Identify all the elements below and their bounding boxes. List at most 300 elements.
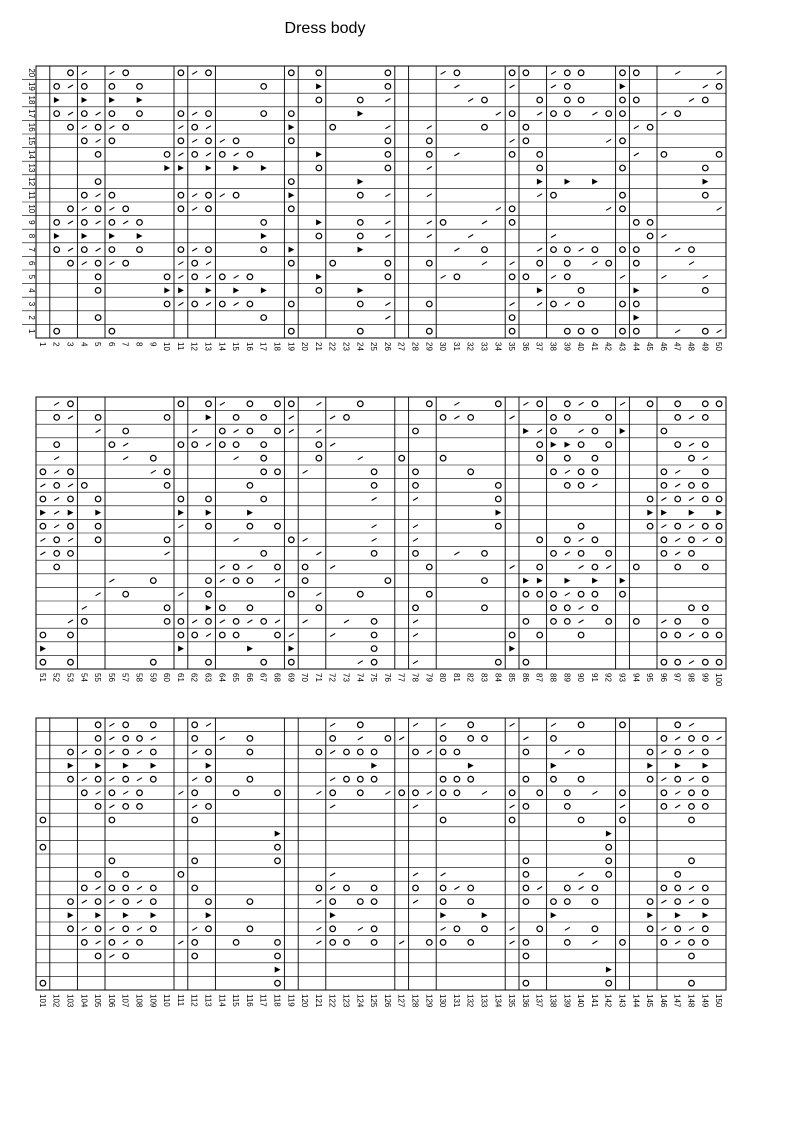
yarn-over-symbol <box>206 659 212 665</box>
decrease-symbol <box>510 566 515 569</box>
column-label: 40 <box>576 342 586 351</box>
yarn-over-symbol <box>178 619 184 625</box>
decrease-symbol <box>82 927 87 930</box>
yarn-over-symbol <box>68 401 74 407</box>
column-label: 34 <box>493 342 503 351</box>
yarn-over-symbol <box>289 537 295 543</box>
yarn-over-symbol <box>192 124 198 130</box>
yarn-over-symbol <box>358 749 364 755</box>
column-label: 67 <box>258 673 268 682</box>
yarn-over-symbol <box>137 220 143 226</box>
yarn-over-symbol <box>634 220 640 226</box>
column-label: 110 <box>162 994 172 1007</box>
double-decrease-symbol <box>606 831 612 837</box>
decrease-symbol <box>413 661 418 664</box>
column-label: 73 <box>341 673 351 682</box>
yarn-over-symbol <box>109 442 115 448</box>
yarn-over-symbol <box>289 301 295 307</box>
yarn-over-symbol <box>440 415 446 421</box>
double-decrease-symbol <box>675 763 681 769</box>
decrease-symbol <box>399 941 404 944</box>
decrease-symbol <box>330 873 335 876</box>
yarn-over-symbol <box>54 442 60 448</box>
yarn-over-symbol <box>578 483 584 489</box>
yarn-over-symbol <box>330 899 336 905</box>
yarn-over-symbol <box>565 483 571 489</box>
double-decrease-symbol <box>233 165 239 171</box>
column-label: 80 <box>438 673 448 682</box>
double-decrease-symbol <box>95 912 101 918</box>
yarn-over-symbol <box>358 401 364 407</box>
yarn-over-symbol <box>95 776 101 782</box>
column-label: 37 <box>534 342 544 351</box>
yarn-over-symbol <box>578 288 584 294</box>
yarn-over-symbol <box>537 165 543 171</box>
yarn-over-symbol <box>178 138 184 144</box>
yarn-over-symbol <box>468 899 474 905</box>
column-label: 89 <box>562 673 572 682</box>
decrease-symbol <box>592 262 597 265</box>
double-decrease-symbol <box>496 510 502 516</box>
decrease-symbol <box>165 552 170 555</box>
column-label: 63 <box>203 673 213 682</box>
yarn-over-symbol <box>703 523 709 529</box>
decrease-symbol <box>220 620 225 623</box>
decrease-symbol <box>109 805 114 808</box>
yarn-over-symbol <box>689 605 695 611</box>
yarn-over-symbol <box>151 776 157 782</box>
yarn-over-symbol <box>385 84 391 90</box>
yarn-over-symbol <box>523 953 529 959</box>
yarn-over-symbol <box>206 206 212 212</box>
decrease-symbol <box>137 927 142 930</box>
decrease-symbol <box>82 71 87 74</box>
decrease-symbol <box>689 416 694 419</box>
yarn-over-symbol <box>302 578 308 584</box>
yarn-over-symbol <box>192 858 198 864</box>
yarn-over-symbol <box>233 442 239 448</box>
yarn-over-symbol <box>454 274 460 280</box>
decrease-symbol <box>661 275 666 278</box>
yarn-over-symbol <box>689 790 695 796</box>
yarn-over-symbol <box>620 817 626 823</box>
decrease-symbol <box>316 552 321 555</box>
column-label: 11 <box>175 342 185 351</box>
row-label: 16 <box>27 122 36 132</box>
yarn-over-symbol <box>606 415 612 421</box>
decrease-symbol <box>551 71 556 74</box>
decrease-symbol <box>675 791 680 794</box>
decrease-symbol <box>510 416 515 419</box>
yarn-over-symbol <box>385 578 391 584</box>
yarn-over-symbol <box>137 804 143 810</box>
row-label: 7 <box>27 247 36 252</box>
decrease-symbol <box>234 303 239 306</box>
yarn-over-symbol <box>482 926 488 932</box>
yarn-over-symbol <box>703 940 709 946</box>
column-label: 78 <box>410 673 420 682</box>
yarn-over-symbol <box>661 537 667 543</box>
double-decrease-symbol <box>206 763 212 769</box>
yarn-over-symbol <box>82 790 88 796</box>
yarn-over-symbol <box>592 469 598 475</box>
yarn-over-symbol <box>247 301 253 307</box>
yarn-over-symbol <box>192 301 198 307</box>
yarn-over-symbol <box>703 776 709 782</box>
yarn-over-symbol <box>206 523 212 529</box>
yarn-over-symbol <box>109 790 115 796</box>
yarn-over-symbol <box>482 605 488 611</box>
column-label: 131 <box>451 994 461 1008</box>
yarn-over-symbol <box>289 111 295 117</box>
decrease-symbol <box>510 262 515 265</box>
decrease-symbol <box>40 538 45 541</box>
decrease-symbol <box>592 112 597 115</box>
yarn-over-symbol <box>109 817 115 823</box>
yarn-over-symbol <box>440 940 446 946</box>
double-decrease-symbol <box>95 510 101 516</box>
column-label: 144 <box>631 994 641 1008</box>
yarn-over-symbol <box>358 591 364 597</box>
decrease-symbol <box>275 579 280 582</box>
decrease-symbol <box>192 778 197 781</box>
yarn-over-symbol <box>82 940 88 946</box>
decrease-symbol <box>96 139 101 142</box>
decrease-symbol <box>579 538 584 541</box>
column-label: 126 <box>382 994 392 1008</box>
yarn-over-symbol <box>716 401 722 407</box>
yarn-over-symbol <box>703 97 709 103</box>
column-label: 46 <box>658 342 668 351</box>
yarn-over-symbol <box>620 247 626 253</box>
column-label: 56 <box>106 673 116 682</box>
yarn-over-symbol <box>703 165 709 171</box>
decrease-symbol <box>151 737 156 740</box>
yarn-over-symbol <box>703 659 709 665</box>
yarn-over-symbol <box>482 97 488 103</box>
yarn-over-symbol <box>233 632 239 638</box>
column-label: 88 <box>548 673 558 682</box>
decrease-symbol <box>40 552 45 555</box>
decrease-symbol <box>330 805 335 808</box>
column-label: 125 <box>369 994 379 1008</box>
yarn-over-symbol <box>565 97 571 103</box>
yarn-over-symbol <box>68 70 74 76</box>
decrease-symbol <box>606 139 611 142</box>
yarn-over-symbol <box>68 899 74 905</box>
yarn-over-symbol <box>716 659 722 665</box>
decrease-symbol <box>220 737 225 740</box>
yarn-over-symbol <box>109 84 115 90</box>
yarn-over-symbol <box>578 591 584 597</box>
yarn-over-symbol <box>220 274 226 280</box>
yarn-over-symbol <box>95 722 101 728</box>
decrease-symbol <box>96 194 101 197</box>
column-label: 49 <box>700 342 710 351</box>
yarn-over-symbol <box>427 301 433 307</box>
yarn-over-symbol <box>620 722 626 728</box>
decrease-symbol <box>192 620 197 623</box>
decrease-symbol <box>565 593 570 596</box>
yarn-over-symbol <box>468 722 474 728</box>
double-decrease-symbol <box>689 510 695 516</box>
decrease-symbol <box>123 457 128 460</box>
double-decrease-symbol <box>123 763 129 769</box>
yarn-over-symbol <box>68 551 74 557</box>
yarn-over-symbol <box>95 926 101 932</box>
decrease-symbol <box>689 751 694 754</box>
column-label: 31 <box>451 342 461 351</box>
yarn-over-symbol <box>703 790 709 796</box>
decrease-symbol <box>454 402 459 405</box>
decrease-symbol <box>454 416 459 419</box>
decrease-symbol <box>551 85 556 88</box>
yarn-over-symbol <box>523 899 529 905</box>
double-decrease-symbol <box>592 179 598 185</box>
yarn-over-symbol <box>675 415 681 421</box>
yarn-over-symbol <box>413 749 419 755</box>
yarn-over-symbol <box>358 328 364 334</box>
decrease-symbol <box>316 430 321 433</box>
yarn-over-symbol <box>647 749 653 755</box>
decrease-symbol <box>206 275 211 278</box>
yarn-over-symbol <box>220 605 226 611</box>
yarn-over-symbol <box>496 523 502 529</box>
decrease-symbol <box>579 248 584 251</box>
chart-panel-2 <box>0 393 794 703</box>
decrease-symbol <box>551 235 556 238</box>
yarn-over-symbol <box>95 315 101 321</box>
yarn-over-symbol <box>371 940 377 946</box>
decrease-symbol <box>689 99 694 102</box>
column-label: 41 <box>589 342 599 351</box>
decrease-symbol <box>220 194 225 197</box>
decrease-symbol <box>496 112 501 115</box>
yarn-over-symbol <box>592 899 598 905</box>
yarn-over-symbol <box>675 899 681 905</box>
decrease-symbol <box>234 457 239 460</box>
decrease-symbol <box>40 484 45 487</box>
decrease-symbol <box>454 248 459 251</box>
double-decrease-symbol <box>206 414 212 420</box>
yarn-over-symbol <box>537 97 543 103</box>
yarn-over-symbol <box>289 70 295 76</box>
decrease-symbol <box>372 525 377 528</box>
decrease-symbol <box>96 791 101 794</box>
double-decrease-symbol <box>358 111 364 117</box>
yarn-over-symbol <box>703 483 709 489</box>
yarn-over-symbol <box>454 749 460 755</box>
double-decrease-symbol <box>358 247 364 253</box>
yarn-over-symbol <box>496 483 502 489</box>
decrease-symbol <box>68 416 73 419</box>
decrease-symbol <box>109 778 114 781</box>
decrease-symbol <box>703 457 708 460</box>
yarn-over-symbol <box>54 247 60 253</box>
double-decrease-symbol <box>647 510 653 516</box>
decrease-symbol <box>427 126 432 129</box>
decrease-symbol <box>441 927 446 930</box>
column-label: 81 <box>451 673 461 682</box>
yarn-over-symbol <box>592 455 598 461</box>
yarn-over-symbol <box>109 111 115 117</box>
yarn-over-symbol <box>316 97 322 103</box>
yarn-over-symbol <box>54 551 60 557</box>
yarn-over-symbol <box>703 401 709 407</box>
decrease-symbol <box>358 457 363 460</box>
column-label: 22 <box>327 342 337 351</box>
column-label: 42 <box>603 342 613 351</box>
double-decrease-symbol <box>634 287 640 293</box>
column-label: 116 <box>244 994 254 1007</box>
yarn-over-symbol <box>689 537 695 543</box>
yarn-over-symbol <box>606 442 612 448</box>
column-label: 51 <box>37 673 47 682</box>
decrease-symbol <box>689 525 694 528</box>
yarn-over-symbol <box>578 632 584 638</box>
column-label: 48 <box>686 342 696 351</box>
decrease-symbol <box>703 275 708 278</box>
decrease-symbol <box>68 112 73 115</box>
decrease-symbol <box>606 566 611 569</box>
chart-grid <box>22 66 726 338</box>
yarn-over-symbol <box>592 328 598 334</box>
yarn-over-symbol <box>523 274 529 280</box>
yarn-over-symbol <box>578 442 584 448</box>
yarn-over-symbol <box>716 152 722 158</box>
yarn-over-symbol <box>247 428 253 434</box>
yarn-over-symbol <box>537 632 543 638</box>
double-decrease-symbol <box>151 763 157 769</box>
yarn-over-symbol <box>358 722 364 728</box>
decrease-symbol <box>454 887 459 890</box>
column-label: 23 <box>341 342 351 351</box>
yarn-over-symbol <box>551 619 557 625</box>
column-label: 115 <box>231 994 241 1007</box>
yarn-over-symbol <box>289 328 295 334</box>
yarn-over-symbol <box>523 776 529 782</box>
yarn-over-symbol <box>358 899 364 905</box>
yarn-over-symbol <box>551 551 557 557</box>
double-decrease-symbol <box>330 912 336 918</box>
column-label: 114 <box>217 994 227 1007</box>
decrease-symbol <box>206 723 211 726</box>
yarn-over-symbol <box>371 885 377 891</box>
yarn-over-symbol <box>523 940 529 946</box>
decrease-symbol <box>234 275 239 278</box>
decrease-symbol <box>579 873 584 876</box>
yarn-over-symbol <box>578 776 584 782</box>
yarn-over-symbol <box>316 165 322 171</box>
yarn-over-symbol <box>54 328 60 334</box>
yarn-over-symbol <box>578 469 584 475</box>
double-decrease-symbol <box>68 763 74 769</box>
yarn-over-symbol <box>192 152 198 158</box>
column-label: 104 <box>79 994 89 1008</box>
double-decrease-symbol <box>316 219 322 225</box>
decrease-symbol <box>82 262 87 265</box>
column-label: 123 <box>341 994 351 1008</box>
decrease-symbol <box>510 927 515 930</box>
yarn-over-symbol <box>275 469 281 475</box>
row-label: 17 <box>27 109 36 119</box>
yarn-over-symbol <box>537 537 543 543</box>
column-label: 108 <box>134 994 144 1008</box>
yarn-over-symbol <box>206 926 212 932</box>
column-label: 33 <box>479 342 489 351</box>
decrease-symbol <box>316 593 321 596</box>
yarn-over-symbol <box>592 885 598 891</box>
column-label: 127 <box>396 994 406 1008</box>
yarn-over-symbol <box>316 455 322 461</box>
yarn-over-symbol <box>137 790 143 796</box>
chart-title: Dress body <box>284 20 366 37</box>
yarn-over-symbol <box>95 736 101 742</box>
yarn-over-symbol <box>620 328 626 334</box>
yarn-over-symbol <box>661 152 667 158</box>
yarn-over-symbol <box>233 192 239 198</box>
yarn-over-symbol <box>137 84 143 90</box>
column-label: 68 <box>272 673 282 682</box>
yarn-over-symbol <box>537 455 543 461</box>
column-label: 61 <box>175 673 185 682</box>
yarn-over-symbol <box>413 551 419 557</box>
column-label: 137 <box>534 994 544 1008</box>
decrease-symbol <box>234 430 239 433</box>
yarn-over-symbol <box>206 401 212 407</box>
decrease-symbol <box>675 71 680 74</box>
yarn-over-symbol <box>509 70 515 76</box>
double-decrease-symbol <box>634 315 640 321</box>
decrease-symbol <box>675 552 680 555</box>
decrease-symbol <box>54 511 59 514</box>
yarn-over-symbol <box>371 749 377 755</box>
decrease-symbol <box>330 778 335 781</box>
decrease-symbol <box>289 634 294 637</box>
yarn-over-symbol <box>192 885 198 891</box>
yarn-over-symbol <box>95 804 101 810</box>
decrease-symbol <box>689 498 694 501</box>
decrease-symbol <box>385 99 390 102</box>
row-label: 12 <box>27 177 36 187</box>
yarn-over-symbol <box>261 84 267 90</box>
yarn-over-symbol <box>537 401 543 407</box>
yarn-over-symbol <box>164 605 170 611</box>
column-label: 83 <box>479 673 489 682</box>
decrease-symbol <box>247 566 252 569</box>
yarn-over-symbol <box>565 940 571 946</box>
decrease-symbol <box>220 579 225 582</box>
column-label: 24 <box>355 342 365 351</box>
yarn-over-symbol <box>137 247 143 253</box>
row-label: 1 <box>27 328 36 334</box>
yarn-over-symbol <box>565 804 571 810</box>
decrease-symbol <box>385 303 390 306</box>
column-label: 86 <box>520 673 530 682</box>
yarn-over-symbol <box>606 844 612 850</box>
yarn-over-symbol <box>634 328 640 334</box>
yarn-over-symbol <box>164 619 170 625</box>
yarn-over-symbol <box>385 70 391 76</box>
yarn-over-symbol <box>634 260 640 266</box>
yarn-over-symbol <box>592 591 598 597</box>
yarn-over-symbol <box>247 401 253 407</box>
yarn-over-symbol <box>675 749 681 755</box>
decrease-symbol <box>675 805 680 808</box>
decrease-symbol <box>537 303 542 306</box>
column-label: 98 <box>686 673 696 682</box>
yarn-over-symbol <box>330 124 336 130</box>
